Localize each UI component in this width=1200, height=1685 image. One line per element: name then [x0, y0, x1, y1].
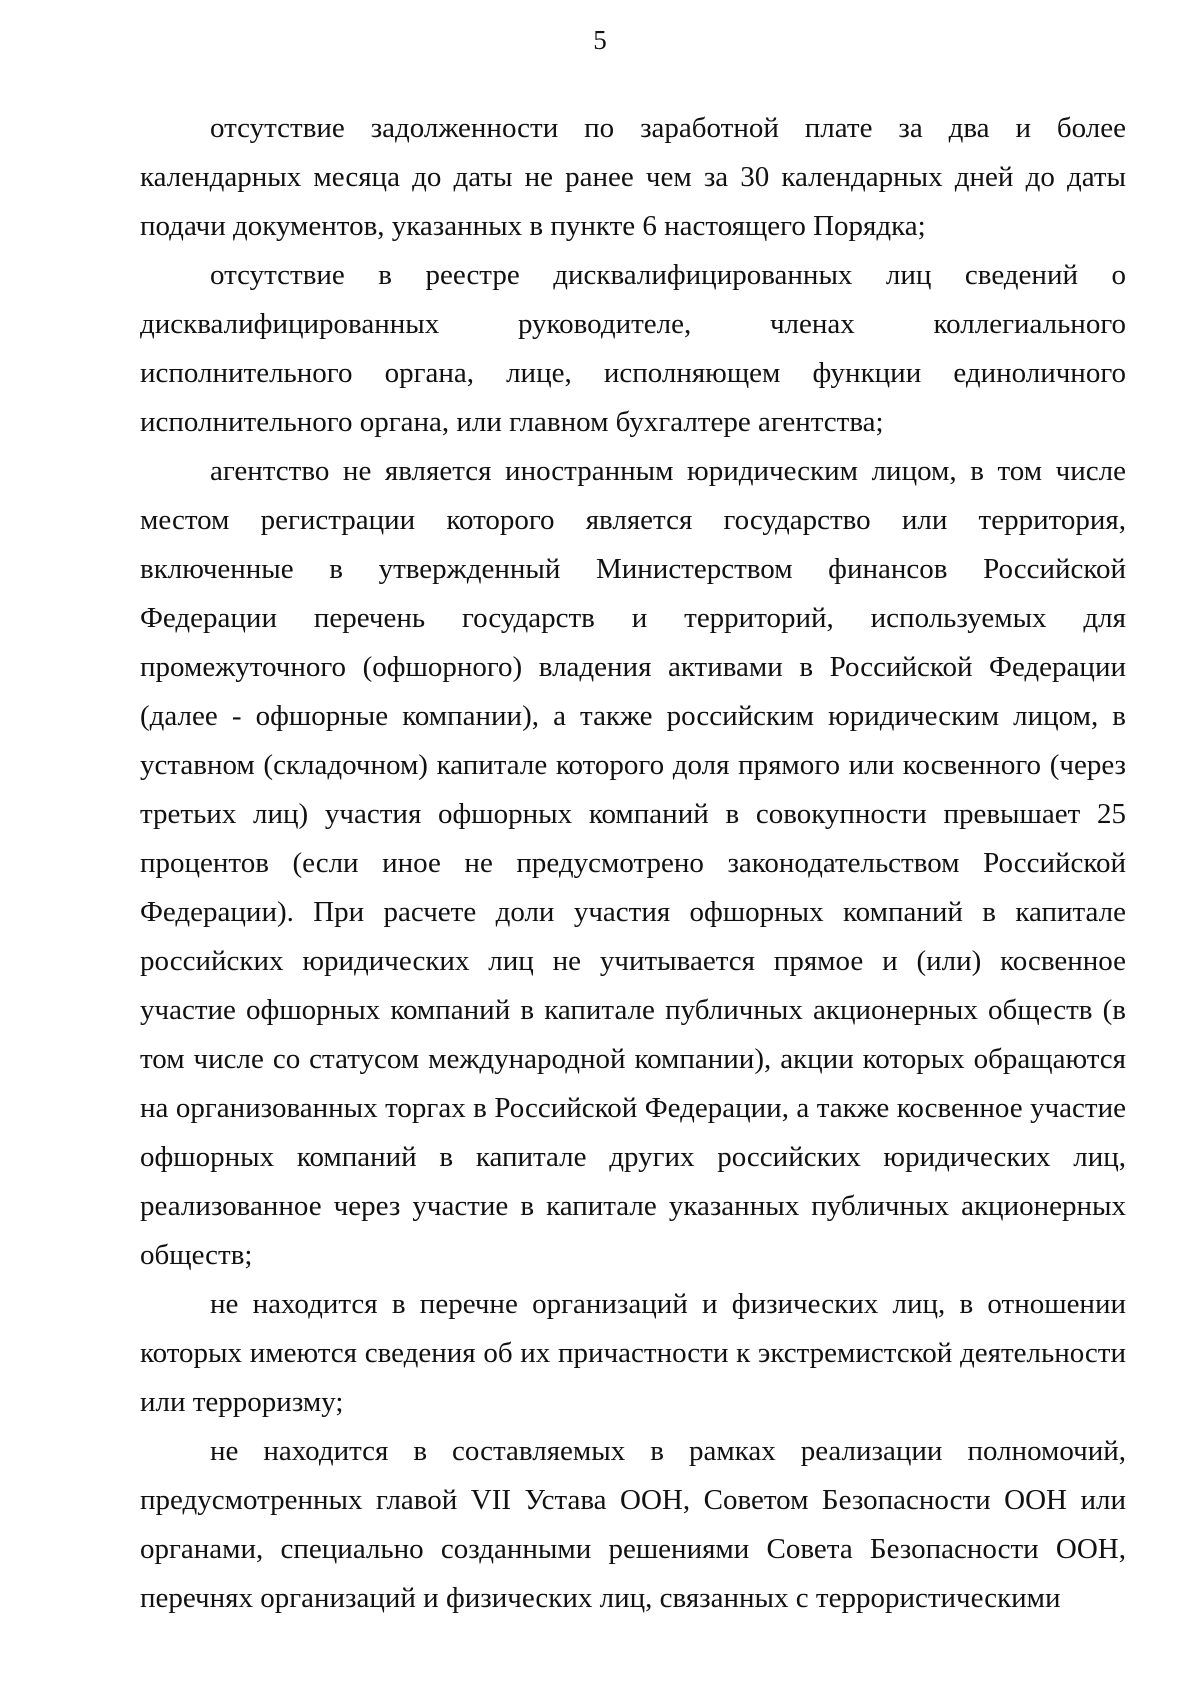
- document-body: [140, 104, 1126, 1623]
- paragraph-wage-arrears: отсутствие задолженности по заработной плате за два и более календарных месяца до даты не ранее чем за 30 календарных дней до даты подачи документов, указанных в пункте 6 настоящего Порядка;: [140, 112, 1126, 242]
- paragraph-offshore-status: агентство не является иностранным юридическим лицом, в том числе местом регистрации которого является государство или территория, включенные в утвержденный Министерством финансов Российской Федерации перечень государств и территорий, используемых для промежуточного (офшорного) владения активами в Российской Федерации (далее - офшорные компании), а также российским юридическим лицом, в уставном (складочном) капитале которого доля прямого или косвенного (через третьих лиц) участия офшорных компаний в совокупности превышает 25 процентов (если иное не предусмотрено законодательством Российской Федерации). При расчете доли участия офшорных компаний в капитале российских юридических лиц не учитывается прямое и (или) косвенное участие офшорных компаний в капитале публичных акционерных обществ (в том числе со статусом международной компании), акции которых обращаются на организованных торгах в Российской Федерации, а также косвенное участие офшорных компаний в капитале других российских юридических лиц, реализованное через участие в капитале указанных публичных акционерных обществ;: [140, 455, 1126, 1271]
- paragraph-disqualified-persons: отсутствие в реестре дисквалифицированных лиц сведений о дисквалифицированных руководителе, членах коллегиального исполнительного органа, лице, исполняющем функции единоличного исполнительного органа, или главном бухгалтере агентства;: [140, 259, 1126, 438]
- page-number: 5: [593, 25, 607, 55]
- paragraph-extremism-list: не находится в перечне организаций и физических лиц, в отношении которых имеются сведения об их причастности к экстремистской деятельности или терроризму;: [140, 1288, 1126, 1418]
- paragraph-un-sanctions-list: не находится в составляемых в рамках реализации полномочий, предусмотренных главой VII Устава ООН, Советом Безопасности ООН или органами, специально созданными решениями Совета Безопасности ООН, перечнях организаций и физических лиц, связанных с террористическими: [140, 1435, 1126, 1614]
